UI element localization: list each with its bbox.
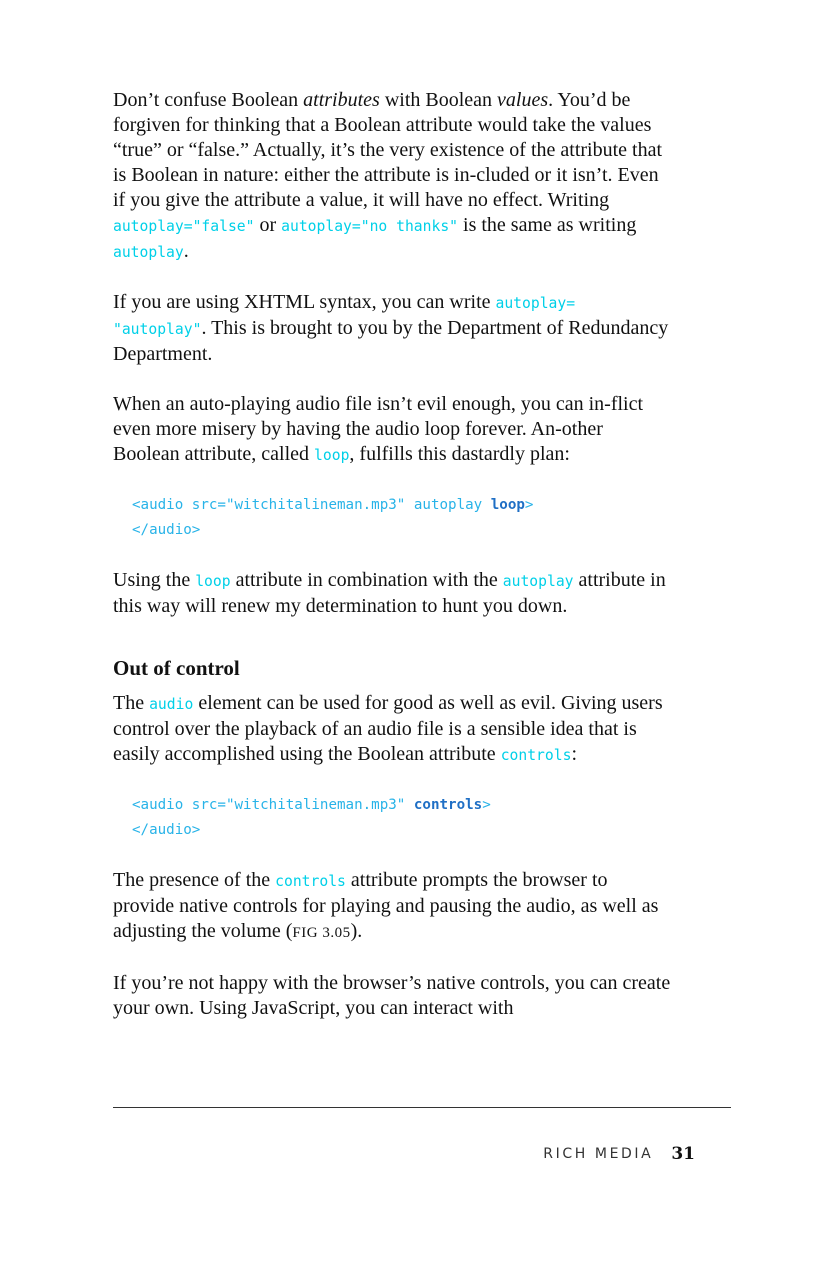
text: with Boolean <box>379 89 498 111</box>
text: element can be used for good as well as evil. Giving users control over the playback of an audio file is a sensible idea that is easily accomplished using the Boolean attribute <box>113 692 663 765</box>
paragraph-xhtml-syntax <box>113 290 673 367</box>
inline-code: autoplay <box>502 573 574 590</box>
code-keyword: controls <box>413 797 483 813</box>
text: When an auto-playing audio file isn’t evil enough, you can in-flict even more misery by having the audio loop forever. An-other Boolean attribute, called <box>113 393 644 465</box>
section-heading: Out of control <box>113 656 240 680</box>
code-token: <audio src="witchitalineman.mp3" autoplay <box>132 497 491 513</box>
paragraph-loop-autoplay <box>113 568 673 619</box>
inline-code: loop <box>314 447 350 464</box>
inline-code: loop <box>195 573 231 590</box>
text: The presence of the <box>113 869 276 891</box>
text: attribute prompts the browser to provide native controls for playing and pausing the audio, as well as adjusting the volume ( <box>113 869 659 942</box>
inline-code: controls <box>275 873 346 890</box>
text: : <box>571 743 577 765</box>
page-body <box>113 88 673 1021</box>
paragraph-controls-attribute <box>113 868 673 946</box>
text: attribute in combination with the <box>230 569 503 591</box>
code-line: </audio> <box>132 522 201 538</box>
code-block-autoplay-loop <box>113 493 673 543</box>
running-section-title: RICH MEDIA <box>543 1146 654 1162</box>
text: attribute in this way will renew my determination to hunt you down. <box>113 569 666 617</box>
code-line <box>132 793 673 818</box>
emphasis-attributes: attributes <box>303 89 380 111</box>
inline-code: autoplay="no thanks" <box>281 218 459 235</box>
code-line: </audio> <box>132 822 201 838</box>
footer-divider <box>113 1107 731 1108</box>
inline-code: autoplay="false" <box>113 218 255 235</box>
page-footer <box>543 1142 695 1166</box>
paragraph-boolean-attributes <box>113 88 673 265</box>
page-number: 31 <box>671 1144 695 1164</box>
text: If you are using XHTML syntax, you can write <box>113 291 496 313</box>
code-line <box>132 493 673 518</box>
paragraph-loop <box>113 392 673 468</box>
text: If you’re not happy with the browser’s native controls, you can create your own. Using JavaScript, you can interact with <box>113 972 671 1019</box>
text: is the same as writing <box>458 214 637 236</box>
code-token: > <box>482 797 491 813</box>
text: , fulfills this dastardly plan: <box>349 443 570 465</box>
figure-reference: FIG 3.05 <box>292 925 351 941</box>
text: ). <box>350 920 363 942</box>
text: . <box>183 240 189 262</box>
code-block-controls <box>113 793 673 843</box>
inline-code: audio <box>149 696 194 713</box>
text: . This is brought to you by the Department of Redundancy Department. <box>113 317 669 365</box>
text: Using the <box>113 569 196 591</box>
text: The <box>113 692 150 714</box>
text: Don’t confuse Boolean <box>113 89 304 111</box>
text: or <box>254 214 282 236</box>
code-token: > <box>524 497 534 513</box>
inline-code: autoplay= "autoplay" <box>113 295 576 338</box>
text: . You’d be forgiven for thinking that a Boolean attribute would take the values “true” or “false.” Actually, it’s the very existence of the attribute that is Boolean in nature: either the attribute is in-cluded or it isn’t. Even if you give the attribute a value, it will have no effect. Writing <box>113 89 663 211</box>
paragraph-custom-controls <box>113 971 673 1021</box>
emphasis-values: values <box>497 89 549 111</box>
inline-code: controls <box>500 747 572 764</box>
code-keyword: loop <box>490 497 525 513</box>
inline-code: autoplay <box>113 244 184 261</box>
paragraph-controls-intro <box>113 691 673 768</box>
code-token: <audio src="witchitalineman.mp3" <box>132 797 414 813</box>
